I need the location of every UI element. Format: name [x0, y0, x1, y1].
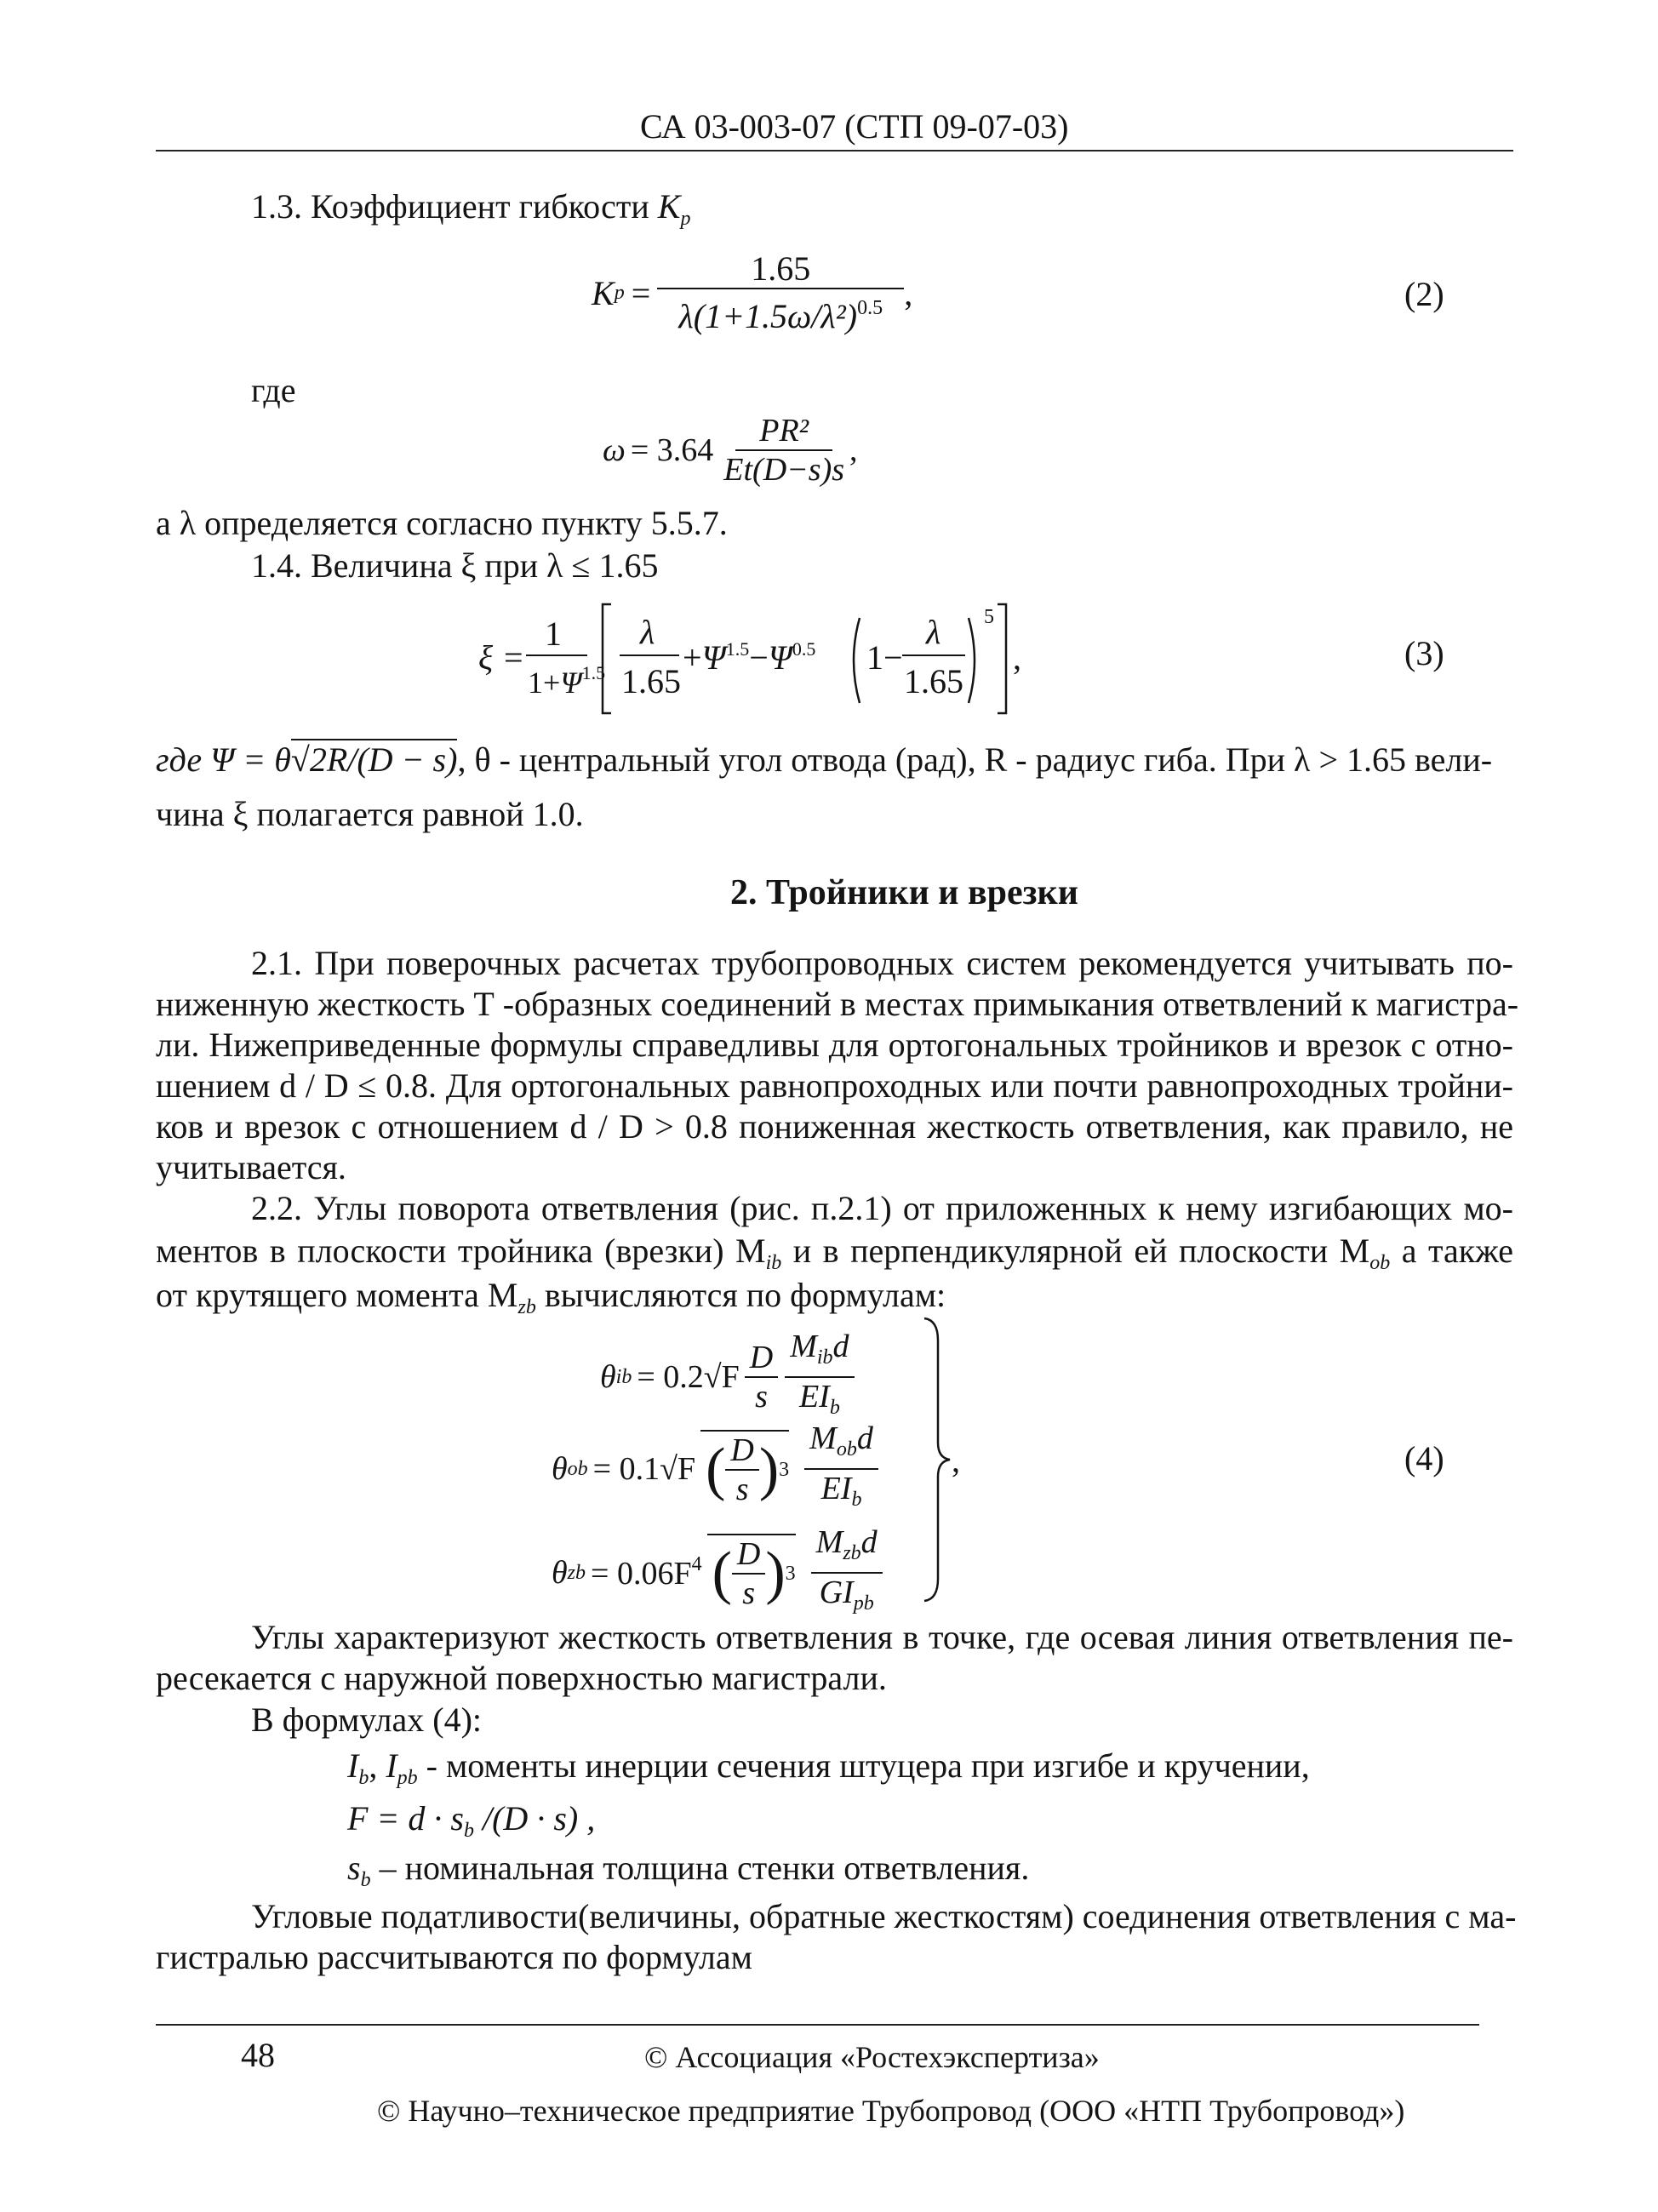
svg-text:=: = [504, 638, 523, 677]
equation-3 [460, 592, 1055, 720]
svg-text:,: , [952, 1441, 960, 1479]
where-psi-line-2: чина ξ полагается равной 1.0. [156, 795, 584, 833]
in-formulas-label: В формулах (4): [251, 1700, 483, 1739]
section-1-3-label: 1.3. Коэффициент гибкости $K_p$ [251, 187, 691, 230]
header-rule [156, 150, 1513, 151]
equation-2: K p = $\frac{1.65}{\lambda(1+1.5\omega/\lambda^2)^{0.5}}$ , [592, 249, 913, 335]
def-moments: $I_b$, $I_{pb}$ - моменты инерции сечения штуцера при изгибе и кручении, [347, 1746, 1310, 1789]
xi-symbol: ξ [478, 638, 494, 677]
svg-text:λ: λ [926, 613, 941, 651]
omega-formula: ω = 3.64 $\frac{\text{PR²}}{Et(D-s)s}$ , [603, 413, 858, 488]
p22-line: 2.2. Углы поворота ответвления (рис. п.2.1) от приложенных к нему изгибающих мо- [251, 1189, 1513, 1227]
equation-4-number: (4) [1404, 1439, 1444, 1478]
equation-4-brace [919, 1315, 962, 1604]
equation-3-number: (3) [1404, 634, 1444, 672]
compliance-line: Угловые податливости(величины, обратные жесткостям) соединения ответвления с ма- [251, 1897, 1517, 1935]
p21-line: учитывается. [156, 1148, 346, 1186]
where-label-1: где [251, 371, 296, 409]
page-number: 48 [241, 2036, 275, 2074]
p21-line: 2.1. При поверочных расчетах трубопроводных систем рекомендуется учитывать по- [251, 944, 1513, 982]
angles-line: Углы характеризуют жесткость ответвления в точке, где осевая линия ответвления пе- [251, 1618, 1513, 1656]
equation-4-row-3: θ zb = $0.06F^4$ ( $\frac{D}{s}$ ) 3 $\frac{M_{zb}d}{GI_{pb}}$ [552, 1523, 883, 1622]
equation-2-number: (2) [1404, 275, 1444, 313]
svg-text:λ: λ [640, 613, 655, 651]
angles-line: ресекается с наружной поверхностью магистрали. [156, 1659, 887, 1697]
compliance-line: гистралью рассчитываются по формулам [156, 1938, 752, 1976]
p22-line-3: от крутящего момента $M_{zb}$ вычисляются по формулам: [156, 1276, 946, 1318]
p22-line-2: ментов в плоскости тройника (врезки) $M_{ib}$ и в перпендикулярной ей плоскости $M_{ob}$ а также [156, 1232, 1513, 1274]
lambda-note: а λ определяется согласно пункту 5.5.7. [156, 504, 728, 542]
footer-rule [156, 2024, 1479, 2026]
svg-text:+Ψ1.5−Ψ0.5: $+\Psi^{1.5}-\Psi^{0.5}$ [683, 638, 816, 677]
svg-text:1+Ψ1.5: $1+\Psi^{1.5}$ [528, 662, 606, 700]
footer-company: © Научно–техническое предприятие Трубопровод (ООО «НТП Трубопровод») [377, 2094, 1405, 2128]
section-1-4-label: 1.4. Величина ξ при λ ≤ 1.65 [251, 546, 659, 585]
section-2-title: 2. Тройники и врезки [730, 873, 1078, 912]
svg-text:1.65: 1.65 [904, 662, 963, 700]
svg-text:1: 1 [545, 614, 562, 653]
p21-line: ков и врезок с отношением d / D > 0.8 пониженная жесткость ответвления, как правило, не [156, 1107, 1513, 1146]
svg-text:1.65: 1.65 [621, 662, 681, 700]
equation-4-row-1: θ ib = 0.2√F $\frac{D}{s}$ $\frac{M_{ib}d}{EI_b}$ [600, 1328, 855, 1426]
def-sb: $s_b$ – номинальная толщина стенки ответвления. [347, 1849, 1030, 1891]
p21-line: ниженную жесткость Т -образных соединений в местах примыкания ответвлений к магистра- [156, 985, 1519, 1023]
equation-4-row-2: θ ob = 0.1√F ( $\frac{D}{s}$ ) 3 $\frac{M_{ob}d}{EI_b}$ [552, 1420, 878, 1518]
svg-text:5: 5 [984, 606, 994, 628]
svg-text:,: , [1013, 638, 1021, 677]
svg-text:1−: 1− [866, 638, 903, 677]
header-code: СА 03-003-07 (СТП 09-07-03) [640, 107, 1069, 146]
where-psi-line: где Ψ = θ√2R/(D − s), θ - центральный угол отвода (рад), R - радиус гиба. При λ > 1.65 вели- [156, 740, 1493, 779]
footer-association: © Ассоциация «Ростехэкспертиза» [644, 2040, 1100, 2074]
p21-line: ли. Нижеприведенные формулы справедливы для ортогональных тройников и врезок с отно- [156, 1026, 1513, 1064]
def-F: $F = d \cdot s_b$ /(D · s) , [347, 1799, 596, 1842]
p21-line: шением d / D ≤ 0.8. Для ортогональных равнопроходных или почти равнопроходных тройни- [156, 1066, 1513, 1105]
